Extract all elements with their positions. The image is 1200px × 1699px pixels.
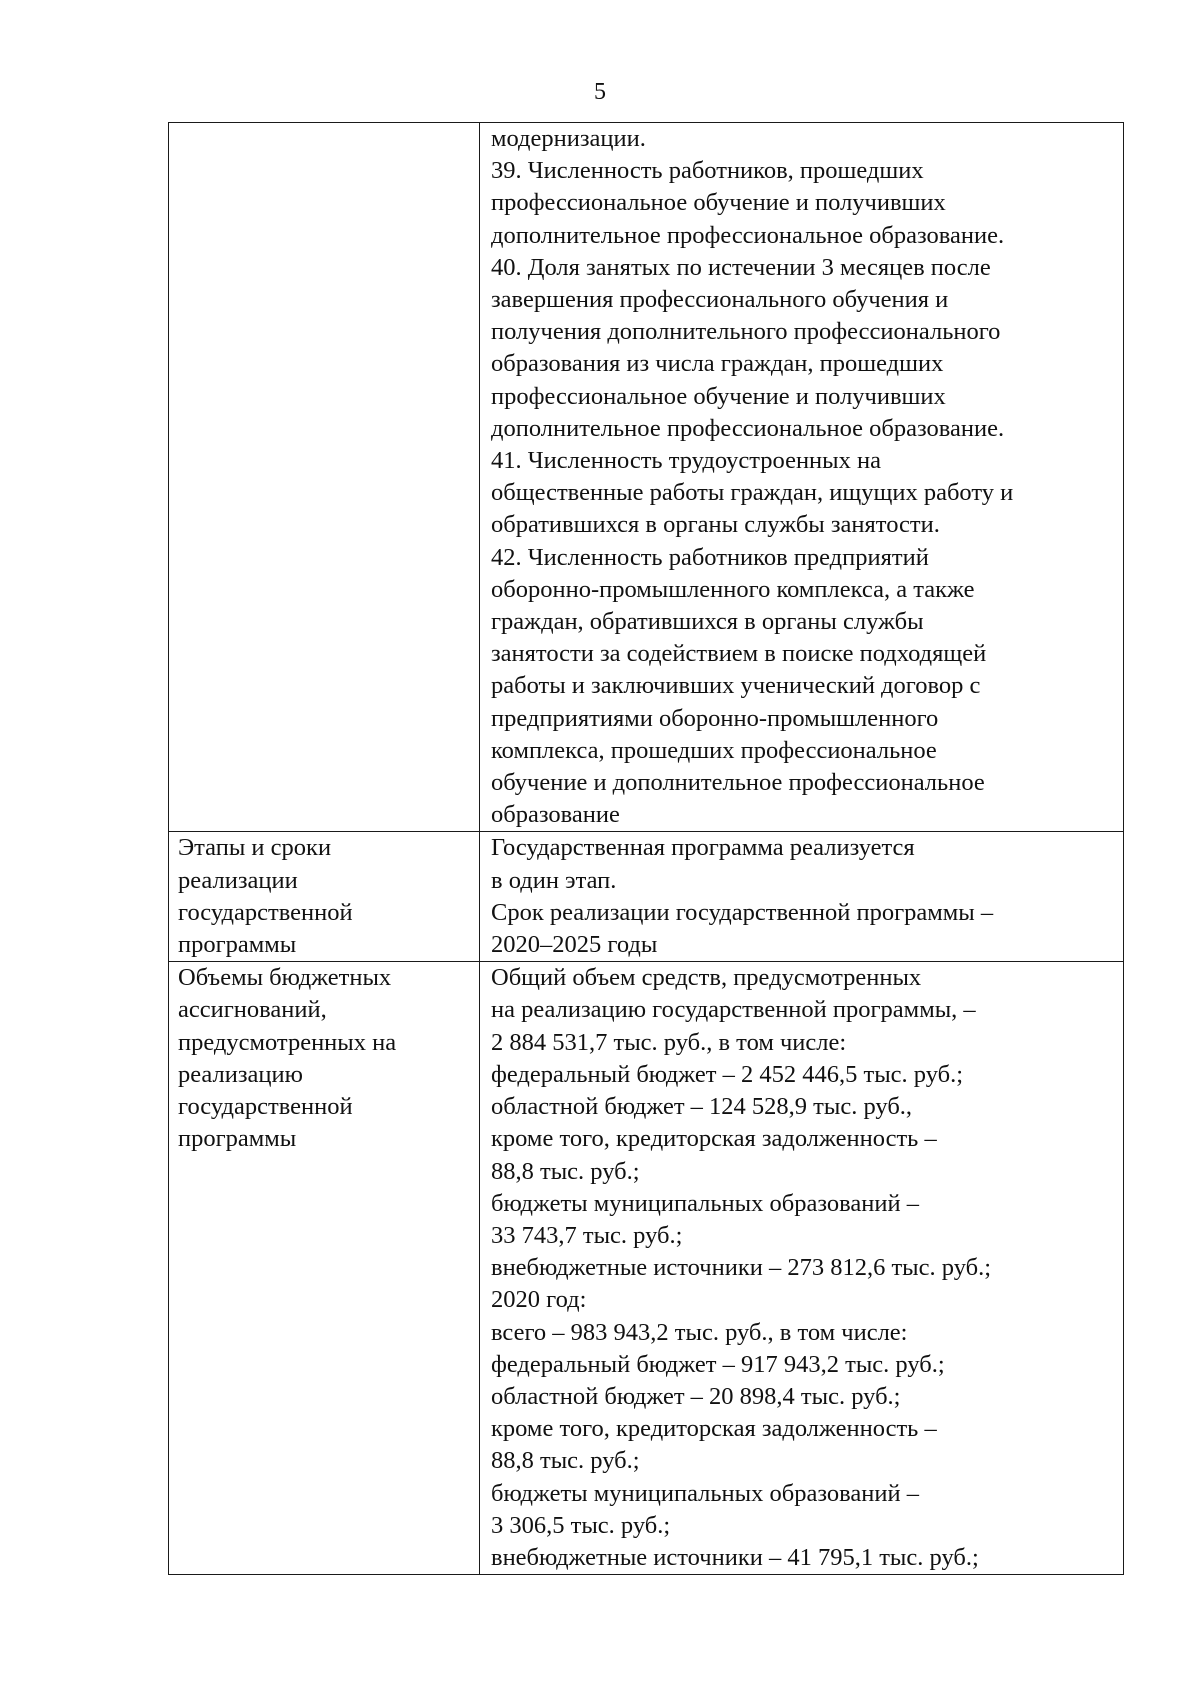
text-line: внебюджетные источники – 41 795,1 тыс. руб.; [491, 1543, 979, 1571]
text-line: обратившихся в органы службы занятости. [491, 511, 940, 539]
text-line: профессиональное обучение и получивших [491, 189, 946, 217]
text-line: дополнительное профессиональное образование. [491, 414, 1005, 442]
text-line: граждан, обратившихся в органы службы [491, 608, 924, 636]
row-label-cell [169, 832, 480, 962]
text-line: 2 884 531,7 тыс. руб., в том числе: [491, 1028, 847, 1056]
text-line: в один этап. [491, 866, 617, 894]
text-line: Этапы и сроки [178, 834, 332, 862]
text-line: общественные работы граждан, ищущих работу и [491, 479, 1014, 507]
text-line: комплекса, прошедших профессиональное [491, 736, 937, 764]
text-line: 88,8 тыс. руб.; [491, 1157, 640, 1185]
text-line: получения дополнительного профессионального [491, 318, 1001, 346]
text-line: 33 743,7 тыс. руб.; [491, 1221, 683, 1249]
text-line: дополнительное профессиональное образование. [491, 221, 1005, 249]
text-line: программы [178, 1125, 297, 1153]
text-line: ассигнований, [178, 996, 327, 1024]
text-line: областной бюджет – 20 898,4 тыс. руб.; [491, 1382, 901, 1410]
table-row-indicators [169, 123, 1124, 832]
text-line: Объемы бюджетных [178, 964, 392, 992]
text-line: кроме того, кредиторская задолженность – [491, 1125, 937, 1153]
row-label-cell [169, 962, 480, 1575]
text-line: реализацию [178, 1060, 303, 1088]
text-line: работы и заключивших ученический договор с [491, 672, 981, 700]
text-line: Срок реализации государственной программы – [491, 898, 994, 926]
row-content-cell [480, 123, 1124, 832]
text-line: обучение и дополнительное профессиональное [491, 769, 985, 797]
text-line: государственной [178, 1093, 353, 1121]
text-line: кроме того, кредиторская задолженность – [491, 1415, 937, 1443]
text-line: 40. Доля занятых по истечении 3 месяцев после [491, 253, 991, 281]
row-content-cell [480, 962, 1124, 1575]
program-passport-table [168, 122, 1124, 1575]
page-number: 5 [594, 79, 606, 105]
text-line: бюджеты муниципальных образований – [491, 1189, 919, 1217]
text-line: 2020–2025 годы [491, 931, 658, 959]
text-line: 3 306,5 тыс. руб.; [491, 1511, 671, 1539]
text-line: образование [491, 801, 620, 829]
text-line: предусмотренных на [178, 1028, 397, 1056]
text-line: 42. Численность работников предприятий [491, 543, 929, 571]
text-line: Общий объем средств, предусмотренных [491, 964, 922, 992]
table-row-stages-and-terms [169, 832, 1124, 962]
text-line: образования из числа граждан, прошедших [491, 350, 944, 378]
text-line: областной бюджет – 124 528,9 тыс. руб., [491, 1093, 913, 1121]
text-line: внебюджетные источники – 273 812,6 тыс. руб.; [491, 1254, 992, 1282]
row-label-cell [169, 123, 480, 832]
text-line: профессиональное обучение и получивших [491, 382, 946, 410]
row-content-cell [480, 832, 1124, 962]
text-line: бюджеты муниципальных образований – [491, 1479, 919, 1507]
text-line: 88,8 тыс. руб.; [491, 1447, 640, 1475]
text-line: оборонно-промышленного комплекса, а также [491, 575, 975, 603]
table-row-budget-allocations [169, 962, 1124, 1575]
text-line: завершения профессионального обучения и [491, 286, 949, 314]
text-line: на реализацию государственной программы, – [491, 996, 976, 1024]
text-line: 39. Численность работников, прошедших [491, 157, 924, 185]
text-line: модернизации. [491, 125, 646, 152]
text-line: 2020 год: [491, 1286, 587, 1314]
text-line: федеральный бюджет – 917 943,2 тыс. руб.; [491, 1350, 945, 1378]
text-line: федеральный бюджет – 2 452 446,5 тыс. руб.; [491, 1060, 964, 1088]
text-line: Государственная программа реализуется [491, 834, 915, 862]
text-line: 41. Численность трудоустроенных на [491, 447, 881, 475]
text-line: государственной [178, 898, 353, 926]
text-line: занятости за содействием в поиске подходящей [491, 640, 987, 668]
text-line: предприятиями оборонно-промышленного [491, 704, 939, 732]
text-line: всего – 983 943,2 тыс. руб., в том числе: [491, 1318, 908, 1346]
text-line: реализации [178, 866, 298, 894]
text-line: программы [178, 931, 297, 959]
